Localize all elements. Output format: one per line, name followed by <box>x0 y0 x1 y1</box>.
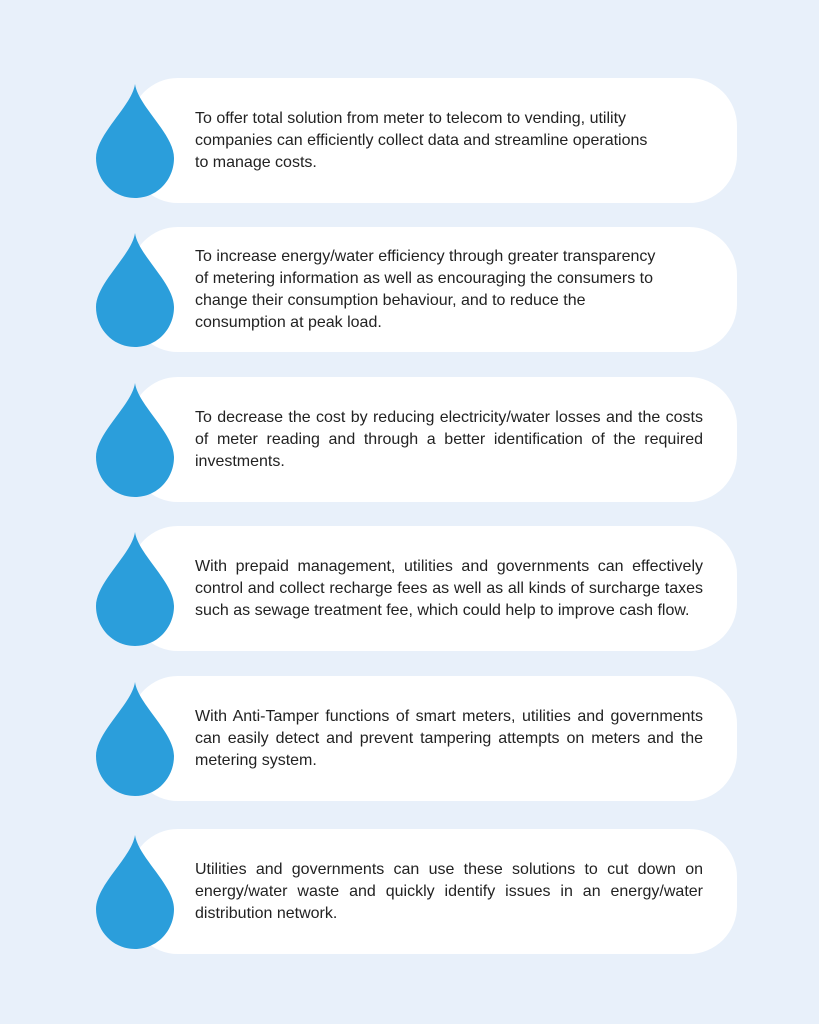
water-drop-icon <box>96 532 174 646</box>
benefit-item <box>96 78 737 203</box>
water-drop-icon <box>96 383 174 497</box>
benefit-text: To increase energy/water efficiency through greater transparency of metering information as well as encouraging the consumers to change their consumption behaviour, and to reduce the consumption at peak load. <box>195 247 656 331</box>
benefit-item <box>96 676 737 801</box>
benefit-item <box>96 377 737 502</box>
benefit-text: To offer total solution from meter to telecom to vending, utility companies can efficiently collect data and streamline operations to manage costs. <box>195 109 648 171</box>
benefit-item <box>96 526 737 651</box>
water-drop-icon <box>96 835 174 949</box>
water-drop-icon <box>96 84 174 198</box>
water-drop-icon <box>96 233 174 347</box>
water-drop-icon <box>96 682 174 796</box>
benefit-text: With Anti-Tamper functions of smart meters, utilities and governments can easily detect and prevent tampering attempts on meters and the metering system. <box>195 707 703 769</box>
benefit-text: Utilities and governments can use these solutions to cut down on energy/water waste and quickly identify issues in an energy/water distribution network. <box>195 860 703 922</box>
benefit-text: With prepaid management, utilities and governments can effectively control and collect recharge fees as well as all kinds of surcharge taxes such as sewage treatment fee, which could help to improve cash flow. <box>195 557 703 619</box>
benefit-item <box>96 829 737 954</box>
benefit-text: To decrease the cost by reducing electricity/water losses and the costs of meter reading and through a better identification of the required investments. <box>195 408 703 470</box>
benefit-item <box>96 227 737 352</box>
